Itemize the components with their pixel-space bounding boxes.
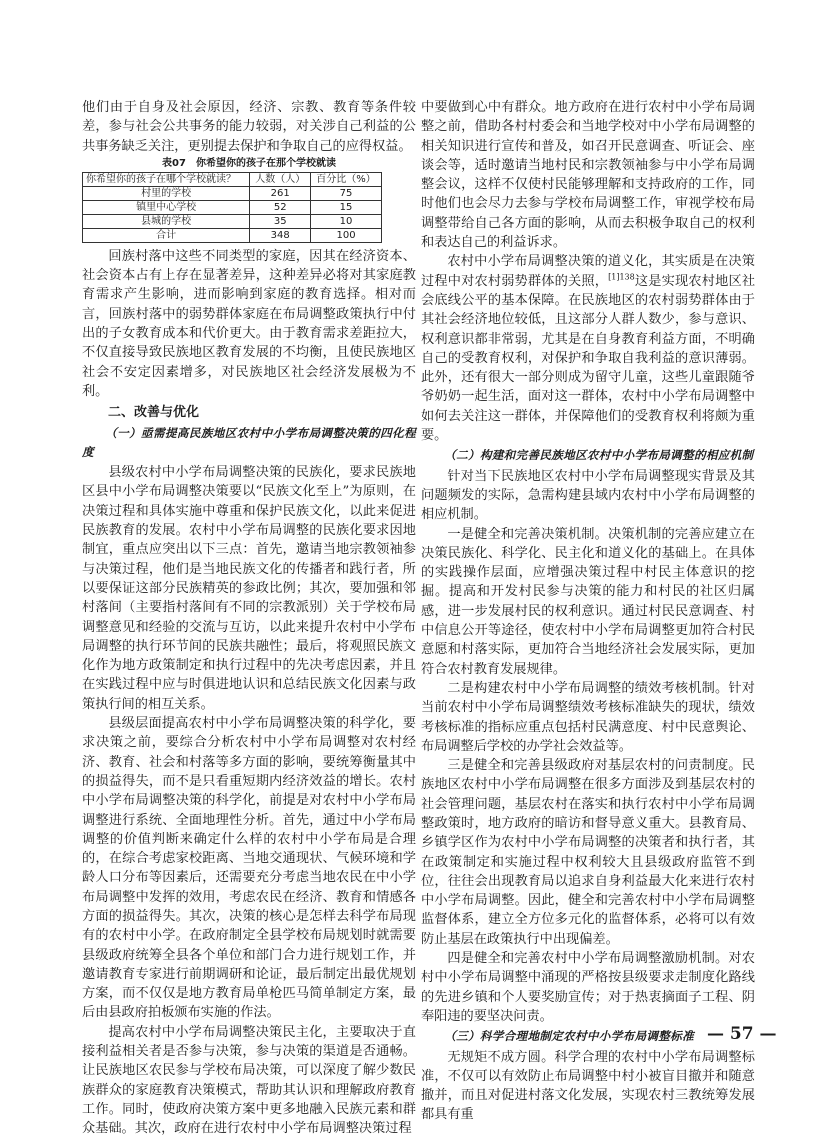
page-number: — 57 — xyxy=(707,1024,777,1044)
paragraph: 提高农村中小学布局调整决策民主化，主要取决于直接利益相关者是否参与决策，参与决策的渠道是否通畅。让民族地区农民参与学校布局决策，可以深度了解少数民族群众的家庭教育决策模式，帮助其认识和理解政府教育工作。同时，使政府决策方案中更多地融入民族元素和群众基础。其次，政府在进行农村中小学布局调整决策过程 xyxy=(82,1024,416,1137)
table-header-cell: 你希望你的孩子在哪个学校就读？ xyxy=(83,172,250,186)
table-row xyxy=(83,228,382,242)
table-row xyxy=(83,200,382,214)
table-cell: 348 xyxy=(250,228,311,242)
citation-ref: [1]138 xyxy=(608,272,635,282)
section-heading: 二、改善与优化 xyxy=(108,405,200,421)
table-cell: 10 xyxy=(311,214,382,228)
table-cell: 35 xyxy=(250,214,311,228)
table-cell: 100 xyxy=(311,228,382,242)
table-cell: 52 xyxy=(250,200,311,214)
table-header-cell: 人数（人） xyxy=(250,172,311,186)
paragraph-text: 这是实现农村地区社会底线公平的基本保障。在民族地区的农村弱势群体由于其社会经济地位较低，且这部分人群人数少，参与意识、权利意识都非常弱，尤其是在自身教育利益方面，不明确自己的受教育权利，对保护和争取自我利益的意识薄弱。此外，还有很大一部分则成为留守儿童，这些儿童跟随爷爷奶奶一起生活，面对这一群体，农村中小学布局调整中如何去关注这一群体，并保障他们的受教育权利将颇为重要。 xyxy=(421,273,756,444)
paragraph: 一是健全和完善决策机制。决策机制的完善应建立在决策民族化、科学化、民主化和道义化的基础上。在具体的实践操作层面，应增强决策过程中村民主体意识的挖掘。提高和开发村民参与决策的能力和村民的社区归属感，进一步发展村民的权利意识。通过村民民意调查、村中信息公开等途径，使农村中小学布局调整更加符合村民意愿和村落实际，更加符合当地经济社会发展实际，更加符合农村教育发展规律。 xyxy=(421,526,755,677)
table-cell: 县城的学校 xyxy=(83,214,250,228)
table-header-row xyxy=(83,172,382,186)
paragraph: 二是构建农村中小学布局调整的绩效考核机制。针对当前农村中小学布局调整绩效考核标准缺失的现状，绩效考核标准的指标应重点包括村民满意度、村中民意舆论、布局调整后学校的办学社会效益等。 xyxy=(421,680,755,754)
table-cell: 15 xyxy=(311,200,382,214)
paragraph: 针对当下民族地区农村中小学布局调整现实背景及其问题频发的实际，急需构建县域内农村中小学布局调整的相应机制。 xyxy=(421,468,755,523)
paragraph: 无规矩不成方圆。科学合理的农村中小学布局调整标准，不仅可以有效防止布局调整中村小被盲目撤并和随意撤并，而且对促进村落文化发展，实现农村三教统筹发展都具有重 xyxy=(421,1049,755,1123)
paragraph xyxy=(421,252,755,445)
paragraph: 县级农村中小学布局调整决策的民族化，要求民族地区县中小学布局调整决策要以“民族文化至上”为原则，在决策过程和具体实施中尊重和保护民族文化，以此来促进民族教育的发展。农村中小学布局调整的民族化要求因地制宜，重点应突出以下三点：首先，邀请当地宗教领袖参与决策过程，他们是当地民族文化的传播者和践行者，所以要保证这部分民族精英的参政比例；其次，要加强和邻村落间（主要指村落间有不同的宗教派别）关于学校布局调整意见和经验的交流与互访，以此来提升农村中小学布局调整的执行环节间的民族共融性；最后，将观照民族文化作为地方政策制定和执行过程中的先决考虑因素，并且在实践过程中应与时俱进地认识和总结民族文化因素与政策执行间的相互关系。 xyxy=(82,465,416,712)
table-cell: 合计 xyxy=(83,228,250,242)
paragraph: 三是健全和完善县级政府对基层农村的问责制度。民族地区农村中小学布局调整在很多方面涉及到基层农村的社会管理问题，基层农村在落实和执行农村中小学布局调整政策时，地方政府的暗访和督导意义重大。县教育局、乡镇学区作为农村中小学布局调整的决策者和执行者，其在政策制定和实施过程中权利较大且县级政府监管不到位，往往会出现教育局以追求自身利益最大化来进行农村中小学布局调整。因此，健全和完善农村中小学布局调整监督体系，建立全方位多元化的监督体系，必将可以有效防止基层在政策执行中出现偏差。 xyxy=(421,758,755,947)
table-row xyxy=(83,186,382,200)
table-cell: 村里的学校 xyxy=(83,186,250,200)
paragraph: 四是健全和完善农村中小学布局调整激励机制。对农村中小学布局调整中涌现的严格按县级要求走制度化路线的先进乡镇和个人要奖励宣传；对于热衷摘面子工程、阴奉阳违的要坚决问责。 xyxy=(421,951,755,1024)
paragraph: 县级层面提高农村中小学布局调整决策的科学化，要求决策之前，要综合分析农村中小学布局调整对农村经济、教育、社会和村落等多方面的影响，要统筹衡量其中的损益得失，而不是只看重短期内经济效益的增长。农村中小学布局调整决策的科学化，前提是对农村中小学布局调整进行系统、全面地理性分析。首先，通过中小学布局调整的价值判断来确定什么样的农村中小学布局是合理的，在综合考虑家校距离、当地交通现状、气候环境和学龄人口分布等因素后，还需要充分考虑当地农民在中小学布局调整中发挥的效用，考虑农民在经济、教育和情感各方面的损益得失。其次，决策的核心是怎样去科学布局现有的农村中小学。在政府制定全县学校布局规划时就需要县级政府统筹全县各个单位和部门合力进行规划工作，并邀请教育专家进行前期调研和论证，最后制定出最优规划方案，而不仅仅是地方教育局单枪匹马简单制定方案，最后由县政府拍板颁布实施的作法。 xyxy=(82,716,416,1021)
left-column xyxy=(82,98,416,1137)
table-row xyxy=(83,214,382,228)
table-cell: 261 xyxy=(250,186,311,200)
paragraph: 他们由于自身及社会原因，经济、宗教、教育等条件较差，参与社会公共事务的能力较弱，对关涉自己利益的公共事务缺乏关注，更别提去保护和争取自己的应得权益。 xyxy=(82,100,416,154)
table-cell: 75 xyxy=(311,186,382,200)
right-column xyxy=(421,98,756,1123)
paragraph: 回族村落中这些不同类型的家庭，因其在经济资本、社会资本占有上存在显著差异，这种差异必将对其家庭教育需求产生影响，进而影响到家庭的教育选择。相对而言，回族村落中的弱势群体家庭在布局调整政策执行中付出的子女教育成本和代价更大。由于教育需求差距拉大，不仅直接导致民族地区教育发展的不均衡，且使民族地区社会不安定因素增多，对民族地区社会经济发展极为不利。 xyxy=(82,248,416,399)
table-header-cell: 百分比（%） xyxy=(311,172,382,186)
paragraph-text: 农村中小学布局调整决策的道义化，其实质是在决策过程中对农村弱势群体的关照， xyxy=(421,254,755,289)
survey-table xyxy=(82,172,382,243)
table-cell: 镇里中心学校 xyxy=(83,200,250,214)
subsection-heading: （二）构建和完善民族地区农村中小学布局调整的相应机制 xyxy=(444,448,754,463)
subsection-heading: （一）亟需提高民族地区农村中小学布局调整决策的四化程度 xyxy=(82,425,416,459)
subsection-heading: （三）科学合理地制定农村中小学布局调整标准 xyxy=(444,1029,694,1044)
table-caption: 表07 你希望你的孩子在那个学校就读 xyxy=(162,157,336,169)
paragraph: 中要做到心中有群众。地方政府在进行农村中小学布局调整之前，借助各村村委会和当地学校对中小学布局调整的相关知识进行宣传和普及，如召开民意调查、听证会、座谈会等，适时邀请当地村民和宗教领袖参与中小学布局调整会议，这样不仅使村民能够理解和支持政府的工作，同时他们也会尽力去参与学校布局调整工作，审视学校布局调整带给自己各方面的影响，从而去积极争取自己的权利和表达自己的利益诉求。 xyxy=(421,100,755,251)
